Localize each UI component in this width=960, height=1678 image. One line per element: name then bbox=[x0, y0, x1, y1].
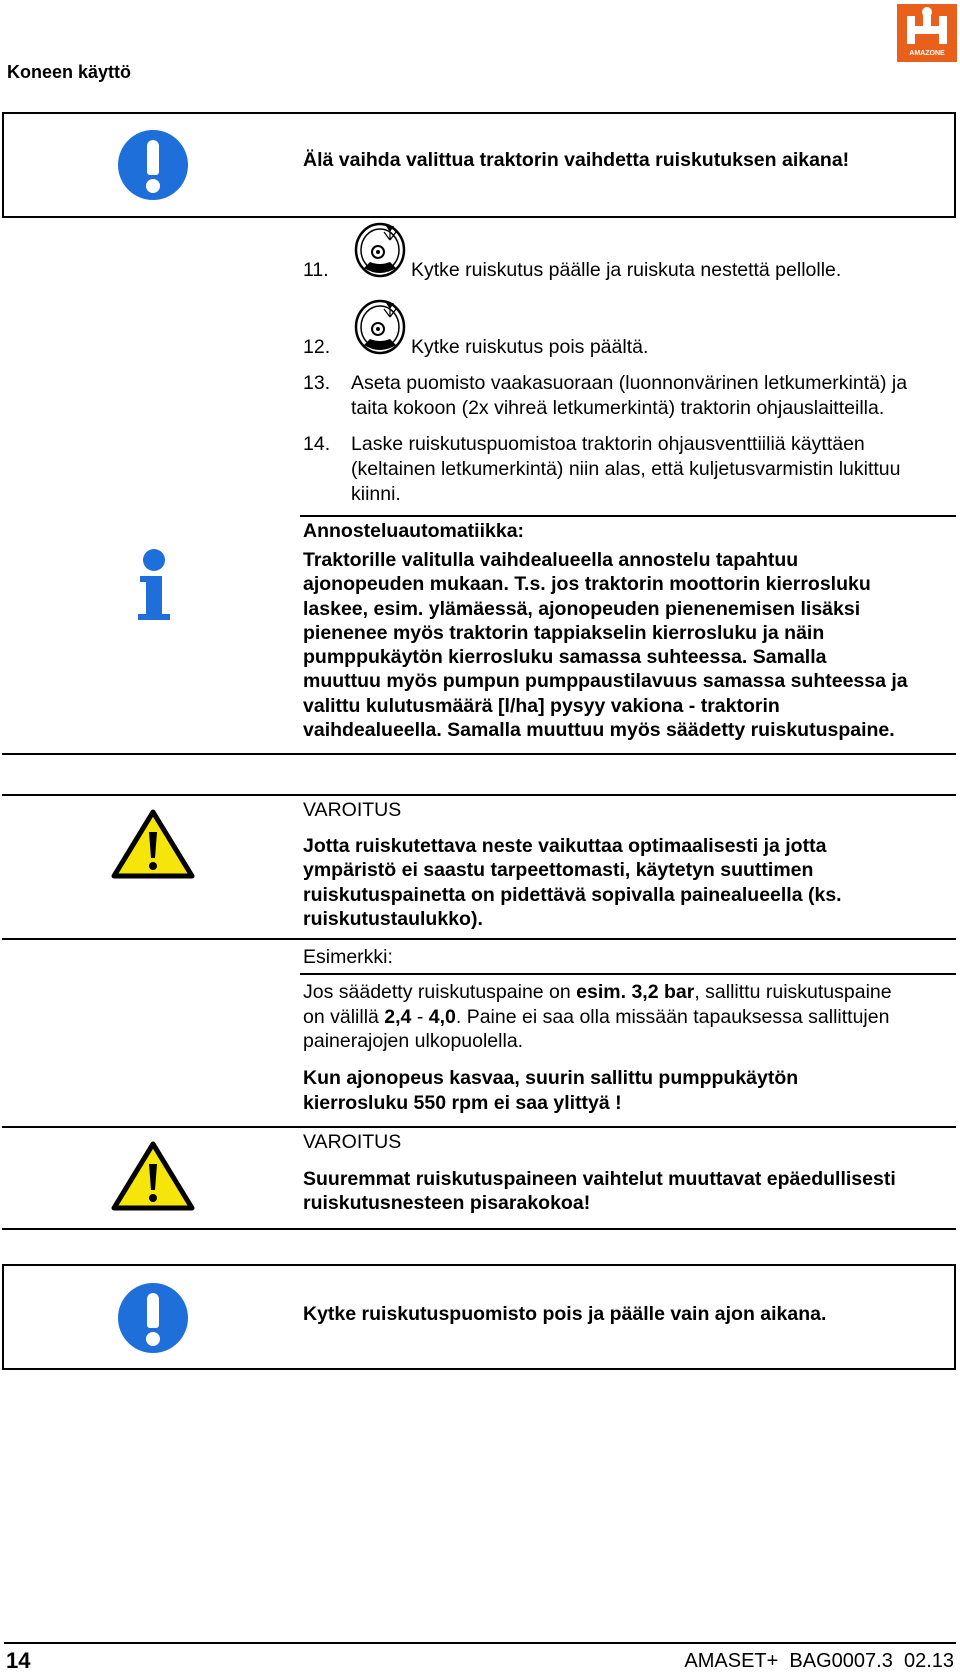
example-line: Kun ajonopeus kasvaa, suurin sallittu pumppukäytön bbox=[303, 1067, 799, 1089]
info-line: ajonopeuden mukaan. T.s. jos traktorin moottorin kierrosluku bbox=[303, 573, 871, 596]
exclamation-circle-icon bbox=[118, 1283, 188, 1353]
warning1-line: Jotta ruiskutettava neste vaikuttaa optimaalisesti ja jotta bbox=[303, 835, 827, 857]
example-bold-value: esim. 3,2 bar bbox=[576, 981, 695, 1003]
info-divider-bottom bbox=[2, 753, 956, 755]
warning-triangle-icon bbox=[110, 1140, 196, 1212]
info-body bbox=[303, 548, 908, 742]
info-divider-top bbox=[300, 515, 956, 517]
step-text-13-line2: taita kokoon (2x vihreä letkumerkintä) traktorin ohjauslaitteilla. bbox=[351, 397, 885, 419]
example-title: Esimerkki: bbox=[303, 946, 393, 968]
footer-divider bbox=[4, 1642, 956, 1644]
warning2-title: VAROITUS bbox=[303, 1131, 402, 1153]
info-line: muuttuu myös pumpun pumppaustilavuus samassa suhteessa ja bbox=[303, 670, 908, 693]
warning2-divider-bottom bbox=[2, 1228, 956, 1230]
logo-text: AMAZONE bbox=[909, 50, 945, 57]
section-title: Koneen käyttö bbox=[7, 62, 132, 82]
step-text-14-line2: (keltainen letkumerkintä) niin alas, että kuljetusvarmistin lukittuu bbox=[351, 458, 901, 480]
step-number-12: 12. bbox=[303, 336, 331, 358]
example-paragraph-1 bbox=[303, 980, 953, 1054]
step-text-11: Kytke ruiskutus päälle ja ruiskuta nestettä pellolle. bbox=[411, 259, 842, 281]
example-bold-value: 2,4 bbox=[384, 1005, 412, 1028]
step-number-13: 13. bbox=[303, 372, 331, 394]
step-text-12: Kytke ruiskutus pois päältä. bbox=[411, 336, 649, 358]
exclamation-circle-icon bbox=[118, 130, 188, 200]
step-number-11: 11. bbox=[303, 259, 329, 281]
page-number: 14 bbox=[6, 1648, 31, 1673]
warning1-line: ympäristö ei saastu tarpeettomasti, käytetyn suuttimen bbox=[303, 859, 814, 882]
example-bold-value: 4,0 bbox=[428, 1005, 456, 1028]
step-text-14-line1: Laske ruiskutuspuomistoa traktorin ohjausventtiiliä käyttäen bbox=[351, 433, 865, 455]
notice-text-2: Kytke ruiskutuspuomisto pois ja päälle vain ajon aikana. bbox=[303, 1303, 827, 1325]
warning1-body bbox=[303, 834, 842, 931]
step-text-14-line3: kiinni. bbox=[351, 483, 401, 505]
info-line: laskee, esim. ylämäessä, ajonopeuden pienenemisen lisäksi bbox=[303, 597, 861, 620]
spray-switch-off-icon bbox=[350, 295, 410, 355]
info-title: Annosteluautomatiikka: bbox=[303, 520, 525, 542]
warning1-divider-bottom bbox=[2, 938, 956, 940]
notice-text-1: Älä vaihda valittua traktorin vaihdetta ruiskutuksen aikana! bbox=[303, 149, 850, 171]
warning-triangle-icon bbox=[110, 808, 196, 880]
info-line: pumppukäytön kierrosluku samassa suhteessa. Samalla bbox=[303, 646, 827, 669]
warning1-line: ruiskutuspainetta on pidettävä sopivalla painealueella (ks. bbox=[303, 883, 842, 906]
step-text-13-line1: Aseta puomisto vaakasuoraan (luonnonvärinen letkumerkintä) ja bbox=[351, 372, 908, 394]
amazone-logo bbox=[897, 4, 957, 62]
example-paragraph-2 bbox=[303, 1066, 798, 1115]
warning2-line: ruiskutusnesteen pisarakokoa! bbox=[303, 1192, 591, 1215]
warning1-line: ruiskutustaulukko). bbox=[303, 907, 483, 930]
info-icon bbox=[134, 548, 174, 622]
warning2-line: Suuremmat ruiskutuspaineen vaihtelut muuttavat epäedullisesti bbox=[303, 1168, 896, 1190]
info-line: Traktorille valitulla vaihdealueella annostelu tapahtuu bbox=[303, 549, 799, 571]
warning1-divider-top bbox=[2, 794, 956, 796]
example-text: , sallittu ruiskutuspaine bbox=[694, 981, 892, 1003]
doc-reference: AMASET+ BAG0007.3 02.13 bbox=[684, 1650, 954, 1672]
warning2-divider-top bbox=[2, 1126, 956, 1128]
example-line: kierrosluku 550 rpm ei saa ylittyä ! bbox=[303, 1091, 622, 1114]
spray-switch-on-icon bbox=[350, 218, 410, 278]
example-text: painerajojen ulkopuolella. bbox=[303, 1030, 524, 1052]
info-line: pienenee myös traktorin tappiakselin kierrosluku ja näin bbox=[303, 621, 825, 644]
step-number-14: 14. bbox=[303, 433, 331, 455]
info-line: vaihdealueella. Samalla muuttuu myös säädetty ruiskutuspaine. bbox=[303, 719, 895, 742]
warning1-title: VAROITUS bbox=[303, 799, 402, 821]
info-line: valittu kulutusmäärä [l/ha] pysyy vakiona - traktorin bbox=[303, 694, 780, 717]
warning2-body bbox=[303, 1167, 896, 1216]
example-text: Jos säädetty ruiskutuspaine on bbox=[303, 981, 577, 1003]
example-text: . Paine ei saa olla missään tapauksessa sallittujen bbox=[455, 1005, 890, 1028]
example-text: on välillä bbox=[303, 1005, 385, 1028]
example-divider bbox=[300, 973, 956, 975]
example-text: - bbox=[411, 1005, 429, 1028]
